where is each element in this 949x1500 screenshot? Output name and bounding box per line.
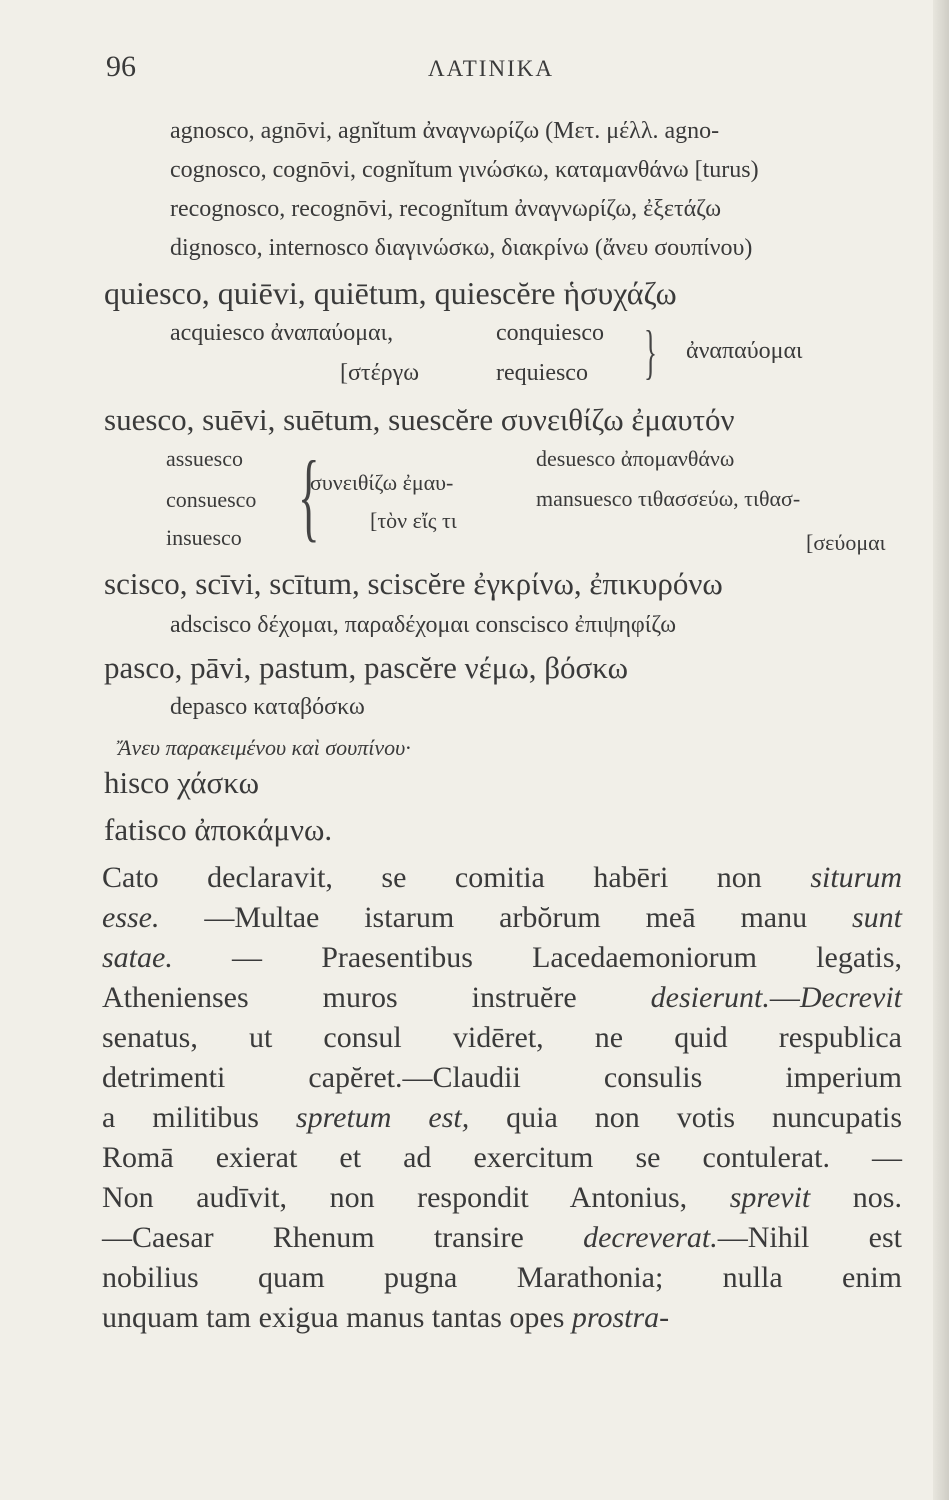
brace-right: } xyxy=(644,319,657,385)
paragraph-line xyxy=(102,1098,902,1138)
paragraph-line xyxy=(102,1298,902,1338)
line-stergo: [στέργω xyxy=(340,360,420,386)
line-scisco: scisco, scīvi, scītum, sciscĕre ἐγκρίνω, ἐπικυρόνω xyxy=(104,566,723,601)
paragraph-line xyxy=(102,1258,902,1298)
paragraph-italic: siturum xyxy=(810,861,902,894)
paragraph-italic: satae. xyxy=(102,941,173,974)
paragraph-text: a militibus xyxy=(102,1101,296,1134)
paragraph-italic: esse. xyxy=(102,901,160,934)
brace-left: { xyxy=(298,440,320,551)
paragraph-text: Non audīvit, non respondit Antonius, xyxy=(102,1181,730,1214)
paragraph-text: Romā exierat et ad exercitum se contulerat. — xyxy=(102,1141,902,1174)
paragraph-text: unquam tam exigua manus tantas opes xyxy=(102,1301,572,1334)
paragraph-text: — Praesentibus Lacedaemoniorum legatis, xyxy=(172,941,902,974)
paragraph-italic: prostra- xyxy=(571,1301,670,1334)
line-consuesco: consuesco xyxy=(166,487,257,512)
line-insuesco: insuesco xyxy=(166,525,242,550)
paragraph-italic: sunt xyxy=(851,901,902,934)
line-assuesco: assuesco xyxy=(166,446,243,471)
paragraph-line xyxy=(102,1018,902,1058)
paragraph-text: detrimenti capĕret.—Claudii consulis imperium xyxy=(102,1061,902,1094)
line-conquiesco: conquiesco xyxy=(496,320,604,346)
line-syneithizo: συνειθίζω ἐμαυ- xyxy=(310,470,454,495)
line-recognosco: recognosco, recognōvi, recognĭtum ἀναγνωρίζω, ἐξετάζω xyxy=(170,196,722,222)
paragraph-text: nobilius quam pugna Marathonia; nulla enim xyxy=(102,1261,902,1294)
paragraph-italic: desierunt. xyxy=(650,981,770,1014)
line-cognosco: cognosco, cognōvi, cognĭtum γινώσκω, καταμανθάνω [turus) xyxy=(170,157,759,183)
paragraph-line xyxy=(102,898,902,938)
paragraph-text: — xyxy=(769,981,800,1014)
line-mansuesco: mansuesco τιθασσεύω, τιθασ- xyxy=(536,486,801,511)
paragraph-text: —Caesar Rhenum transire xyxy=(102,1221,584,1254)
page-edge-shadow xyxy=(933,0,949,1500)
paragraph-text: —Nihil est xyxy=(717,1221,902,1254)
paragraph-line xyxy=(102,978,902,1018)
paragraph-line xyxy=(102,1138,902,1178)
line-suesco: suesco, suēvi, suētum, suescĕre συνειθίζω ἐμαυτόν xyxy=(104,402,735,437)
paragraph-line xyxy=(102,1058,902,1098)
paragraph-italic: decreverat. xyxy=(583,1221,718,1254)
line-hisco: hisco χάσκω xyxy=(104,765,259,800)
paragraph-line xyxy=(102,1218,902,1258)
line-dignosco: dignosco, internosco διαγινώσκω, διακρίνω (ἄνευ σουπίνου) xyxy=(170,235,753,261)
paragraph-italic: spretum est, xyxy=(295,1101,470,1134)
example-paragraph xyxy=(102,858,902,1338)
paragraph-italic: sprevit xyxy=(729,1181,811,1214)
line-pasco: pasco, pāvi, pastum, pascĕre νέμω, βόσκω xyxy=(104,650,628,685)
line-acquiesco: acquiesco ἀναπαύομαι, xyxy=(170,320,394,346)
line-adscisco: adscisco δέχομαι, παραδέχομαι conscisco ἐπιψηφίζω xyxy=(170,612,677,638)
line-ton-eis-ti: [τὸν εἴς τι xyxy=(370,508,457,533)
paragraph-text: nos. xyxy=(810,1181,902,1214)
paragraph-line xyxy=(102,1178,902,1218)
line-desuesco: desuesco ἀπομανθάνω xyxy=(536,446,735,471)
paragraph-text: Athenienses muros instruĕre xyxy=(102,981,651,1014)
line-depasco: depasco καταβόσκω xyxy=(170,694,365,720)
line-aneu: Ἄνευ παρακειμένου καὶ σουπίνου· xyxy=(118,735,411,760)
paragraph-line xyxy=(102,938,902,978)
page-number: 96 xyxy=(106,50,136,83)
paragraph-italic: Decrevit xyxy=(799,981,902,1014)
line-requiesco: requiesco xyxy=(496,360,588,386)
line-seuomai: [σεύομαι xyxy=(806,530,886,555)
paragraph-text: quia non votis nuncupatis xyxy=(469,1101,902,1134)
paragraph-text: senatus, ut consul vidēret, ne quid respublica xyxy=(102,1021,902,1054)
line-agnosco: agnosco, agnōvi, agnĭtum ἀναγνωρίζω (Μετ. μέλλ. agno- xyxy=(170,118,720,144)
running-title: ΛΑΤΙΝΙΚΑ xyxy=(428,56,554,81)
paragraph-text: Cato declaravit, se comitia habēri non xyxy=(102,861,811,894)
line-fatisco: fatisco ἀποκάμνω. xyxy=(104,812,333,847)
paragraph-line xyxy=(102,858,902,898)
paragraph-text: —Multae istarum arbŏrum meā manu xyxy=(159,901,852,934)
line-quiesco: quiesco, quiēvi, quiētum, quiescĕre ἡσυχάζω xyxy=(104,275,677,311)
line-anapauomai: ἀναπαύομαι xyxy=(686,338,803,364)
